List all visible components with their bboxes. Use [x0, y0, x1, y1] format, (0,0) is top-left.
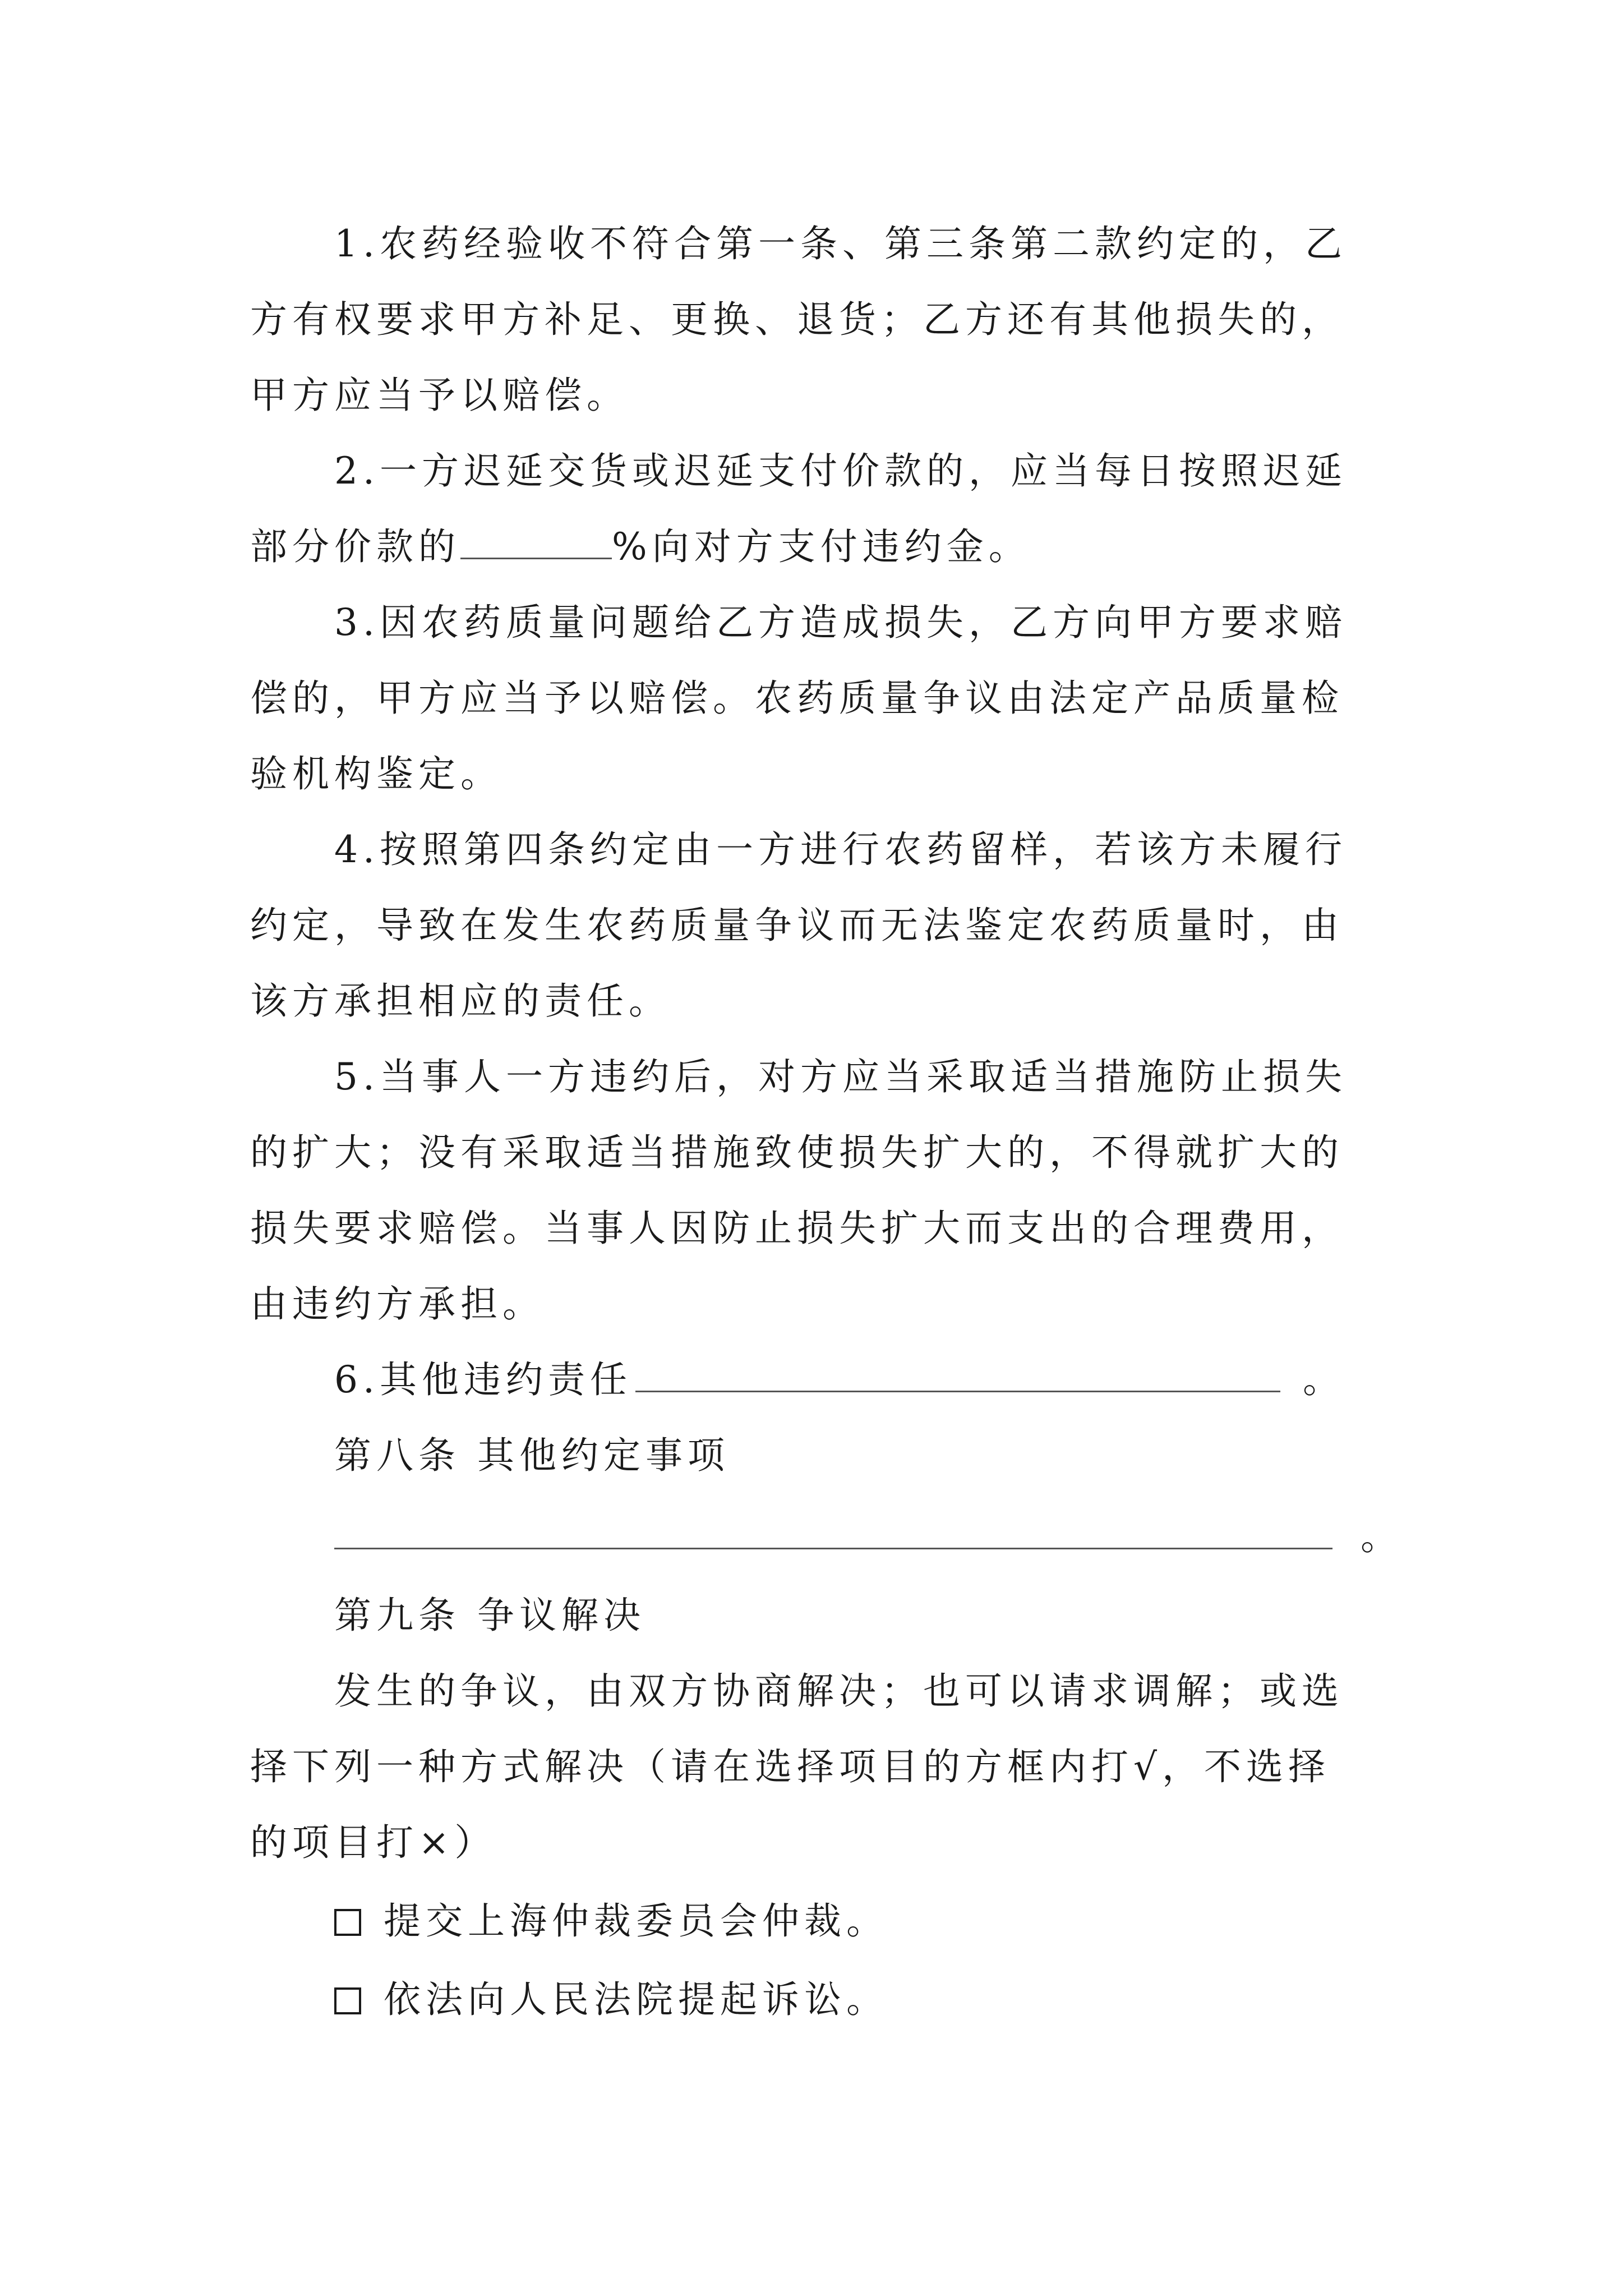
clause-6-period: 。: [1302, 1358, 1345, 1401]
clause-1-line-1: 1.农药经验收不符合第一条、第三条第二款约定的，乙: [334, 222, 1347, 265]
option-arbitration[interactable]: [334, 1899, 888, 1944]
clause-3-line-2: 偿的，甲方应当予以赔偿。农药质量争议由法定产品质量检: [250, 677, 1344, 720]
clause-5-line-1: 5.当事人一方违约后，对方应当采取适当措施防止损失: [334, 1055, 1347, 1098]
clause-2-text-before: 部分价款的: [250, 525, 460, 568]
article-9-line-2: 择下列一种方式解决（请在选择项目的方框内打√，不选择: [250, 1745, 1331, 1788]
clause-5-line-2: 的扩大；没有采取适当措施致使损失扩大的，不得就扩大的: [250, 1131, 1344, 1174]
clause-4-line-1: 4.按照第四条约定由一方进行农药留样，若该方未履行: [334, 828, 1347, 871]
clause-3-line-1: 3.因农药质量问题给乙方造成损失，乙方向甲方要求赔: [334, 601, 1347, 644]
article-8-heading: 第八条 其他约定事项: [334, 1434, 730, 1477]
clause-2-line-1: 2.一方迟延交货或迟延支付价款的，应当每日按照迟延: [334, 449, 1347, 493]
arbitration-checkbox[interactable]: [334, 1909, 361, 1936]
other-matters-blank[interactable]: [334, 1515, 1332, 1549]
article-9-line-3: 的项目打×）: [250, 1821, 497, 1864]
clause-1-line-2: 方有权要求甲方补足、更换、退货；乙方还有其他损失的，: [250, 298, 1344, 341]
clause-4-line-2: 约定，导致在发生农药质量争议而无法鉴定农药质量时，由: [250, 904, 1344, 947]
clause-1-line-3: 甲方应当予以赔偿。: [250, 374, 629, 417]
clause-6-text: 6.其他违约责任: [334, 1358, 632, 1401]
litigation-checkbox[interactable]: [334, 1987, 361, 2014]
clause-3-line-3: 验机构鉴定。: [250, 752, 502, 795]
clause-5-line-3: 损失要求赔偿。当事人因防止损失扩大而支出的合理费用，: [250, 1207, 1344, 1250]
option-litigation[interactable]: [334, 1977, 888, 2022]
clause-2-line-2: [250, 524, 1031, 569]
penalty-rate-blank[interactable]: [460, 525, 612, 559]
other-liability-blank[interactable]: [635, 1358, 1280, 1392]
clause-5-line-4: 由违约方承担。: [250, 1282, 545, 1326]
clause-6-line: [334, 1358, 1345, 1402]
clause-4-line-3: 该方承担相应的责任。: [250, 979, 671, 1023]
option-arbitration-label: 提交上海仲裁委员会仲裁。: [384, 1899, 888, 1943]
article-8-blank-line: [334, 1515, 1403, 1559]
clause-2-text-after: %向对方支付违约金。: [612, 525, 1031, 568]
article-9-line-1: 发生的争议，由双方协商解决；也可以请求调解；或选: [334, 1669, 1344, 1713]
article-9-heading: 第九条 争议解决: [334, 1594, 645, 1637]
option-litigation-label: 依法向人民法院提起诉讼。: [384, 1978, 888, 2021]
article-8-period: 。: [1361, 1515, 1403, 1558]
